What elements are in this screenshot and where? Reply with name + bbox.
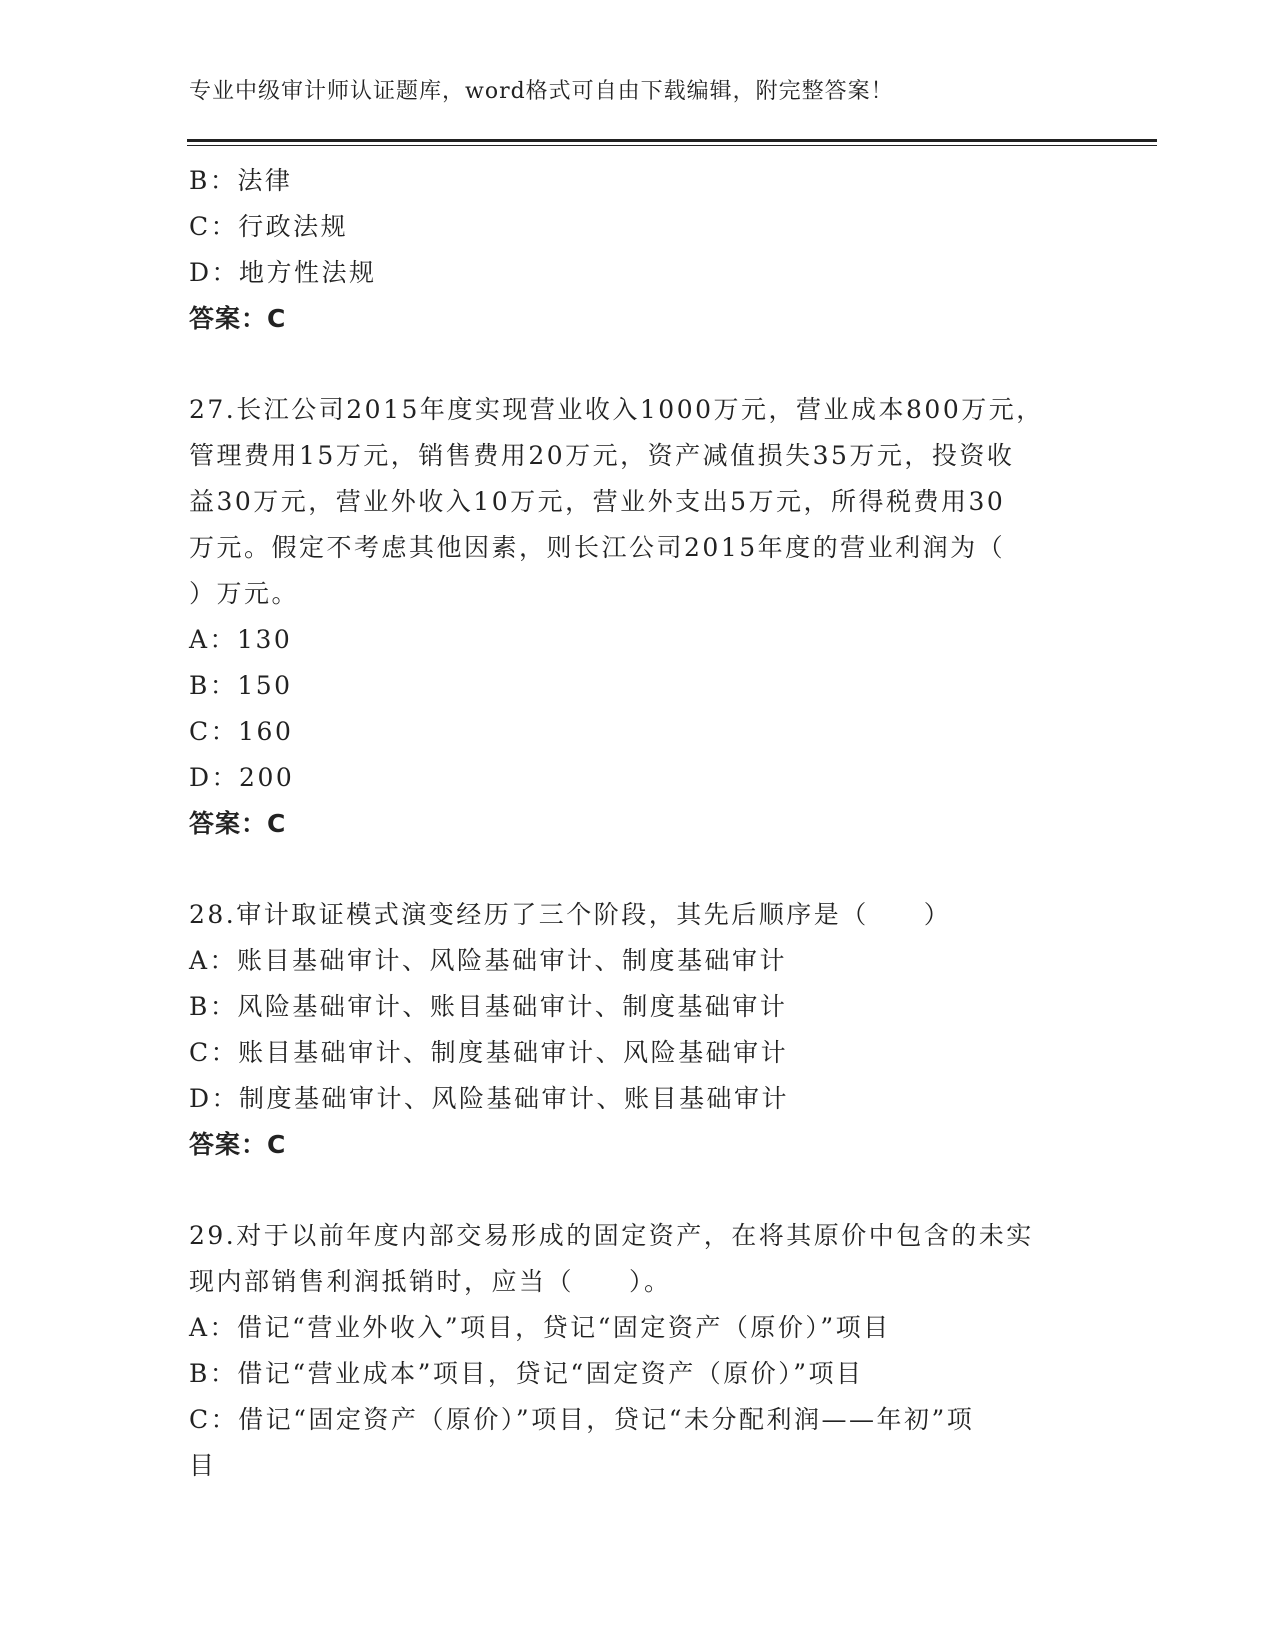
question-stem-line: 28.审计取证模式演变经历了三个阶段，其先后顺序是（ ） <box>189 900 952 929</box>
header-rule-thin <box>187 145 1157 146</box>
option-d: D：地方性法规 <box>189 258 377 287</box>
option-a: A：130 <box>189 625 293 654</box>
option-b: B：风险基础审计、账目基础审计、制度基础审计 <box>189 992 788 1021</box>
question-stem-line: 益30万元，营业外收入10万元，营业外支出5万元，所得税费用30 <box>189 487 1006 516</box>
option-d: D：制度基础审计、风险基础审计、账目基础审计 <box>189 1084 790 1113</box>
option-d: D：200 <box>189 763 295 792</box>
answer: 答案：C <box>189 304 287 333</box>
option-c: C：借记“固定资产（原价）”项目，贷记“未分配利润——年初”项 <box>189 1405 975 1434</box>
option-b: B：借记“营业成本”项目，贷记“固定资产（原价）”项目 <box>189 1359 864 1388</box>
question-stem-line: ）万元。 <box>189 579 300 608</box>
answer: 答案：C <box>189 1130 287 1159</box>
header-rule-thick <box>187 139 1157 142</box>
option-b: B：150 <box>189 671 293 700</box>
option-c: C：账目基础审计、制度基础审计、风险基础审计 <box>189 1038 789 1067</box>
option-b: B：法律 <box>189 166 293 195</box>
answer: 答案：C <box>189 809 287 838</box>
question-stem-line: 万元。假定不考虑其他因素，则长江公司2015年度的营业利润为（ <box>189 533 1006 562</box>
option-c: C：160 <box>189 717 294 746</box>
option-a: A：借记“营业外收入”项目，贷记“固定资产（原价）”项目 <box>189 1313 891 1342</box>
question-stem-line: 27.长江公司2015年度实现营业收入1000万元，营业成本800万元， <box>189 395 1044 424</box>
question-27 <box>189 387 1089 847</box>
option-c-continued: 目 <box>189 1451 217 1480</box>
question-stem-line: 29.对于以前年度内部交易形成的固定资产，在将其原价中包含的未实 <box>189 1221 1034 1250</box>
option-c: C：行政法规 <box>189 212 349 241</box>
option-a: A：账目基础审计、风险基础审计、制度基础审计 <box>189 946 788 975</box>
question-29 <box>189 1213 1089 1489</box>
question-stem-line: 管理费用15万元，销售费用20万元，资产减值损失35万元，投资收 <box>189 441 1015 470</box>
question-content <box>189 158 1089 1489</box>
question-28 <box>189 892 1089 1168</box>
question-stem-line: 现内部销售利润抵销时，应当（ ）。 <box>189 1267 672 1296</box>
page-header: 专业中级审计师认证题库，word格式可自由下载编辑，附完整答案！ <box>189 79 894 104</box>
